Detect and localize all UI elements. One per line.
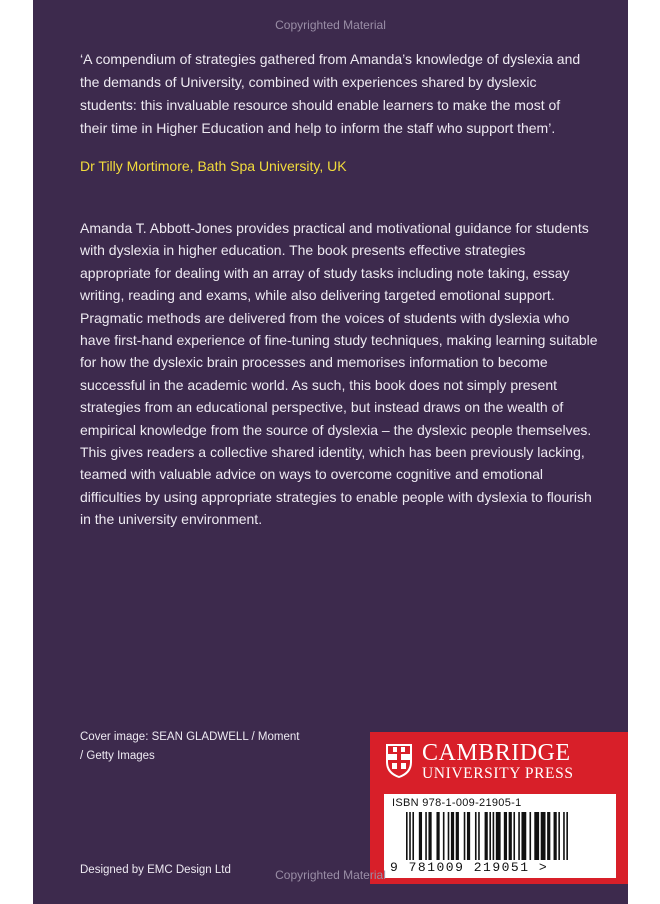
watermark-bottom: Copyrighted Material [275, 868, 386, 882]
design-credit: Designed by EMC Design Ltd [80, 864, 231, 876]
barcode-bars [406, 812, 602, 860]
endorsement-attribution: Dr Tilly Mortimore, Bath Spa University, UK [80, 158, 347, 174]
shield-crest-icon [384, 742, 414, 780]
back-cover [33, 0, 628, 904]
isbn-label: ISBN 978-1-009-21905-1 [392, 797, 522, 809]
publisher-panel [370, 732, 628, 884]
publisher-subtitle: UNIVERSITY PRESS [422, 765, 574, 782]
barcode-area [384, 794, 616, 878]
book-description: Amanda T. Abbott-Jones provides practical and motivational guidance for students with dyslexia in higher education. The book presents effective strategies appropriate for dealing with an array of study tasks including note taking, essay writing, reading and exams, while also delivering targeted emotional support. Pragmatic methods are delivered from the voices of students with dyslexia who have first-hand experience of fine-tuning study techniques, making learning suitable for how the dyslexic brain processes and memorises information to become successful in the academic world. As such, this book does not simply present strategies from an educational perspective, but instead draws on the wealth of empirical knowledge from the source of dyslexia – the dyslexic people themselves. This gives readers a collective shared identity, which has been previously lacking, teamed with valuable advice on ways to overcome cognitive and emotional difficulties by using appropriate strategies to enable people with dyslexia to flourish in the university environment. [80, 220, 598, 528]
cover-image-credit: Cover image: SEAN GLADWELL / Moment / Getty Images [80, 731, 300, 762]
watermark-top: Copyrighted Material [275, 18, 386, 32]
endorsement-quote: ‘A compendium of strategies gathered from Amanda’s knowledge of dyslexia and the demands of University, combined with experiences shared by dyslexic students: this invaluable resource should enable learners to make the most of their time in Higher Education and help to inform the staff who support them’. [80, 51, 581, 136]
barcode-digits: 9 781009 219051 > [390, 860, 549, 875]
publisher-name: CAMBRIDGE [422, 740, 571, 766]
